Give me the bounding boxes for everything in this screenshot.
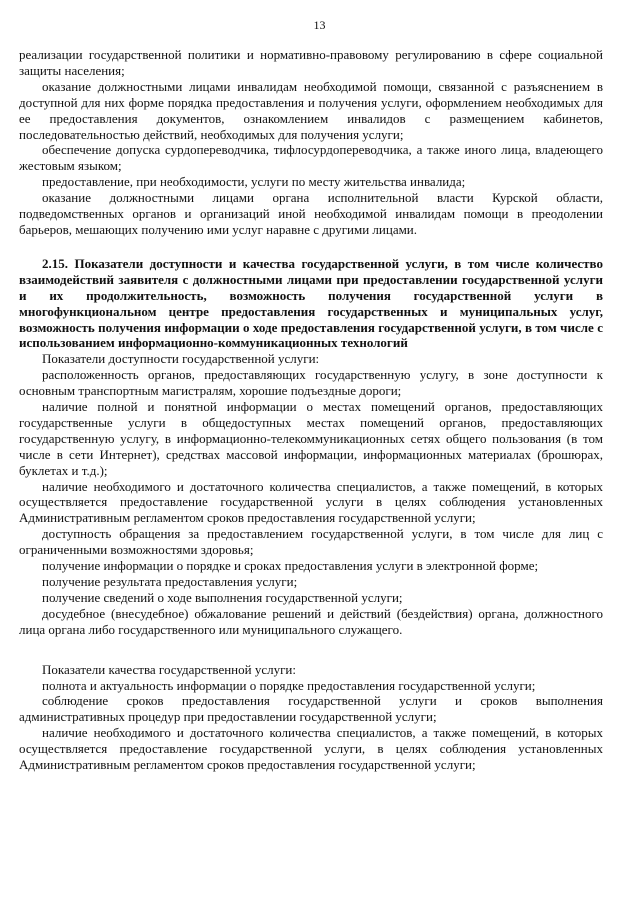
page-number: 13 — [313, 18, 326, 32]
document-body — [19, 47, 603, 773]
paragraph: досудебное (внесудебное) обжалование решений и действий (бездействия) органа, должностного лица органа либо государственного или муниципального служащего. — [19, 605, 603, 637]
paragraph: оказание должностными лицами органа исполнительной власти Курской области, подведомственных органов и организаций иной необходимой инвалидам помощи в преодолении барьеров, мешающих получению ими услуг наравне с другими лицами. — [19, 190, 603, 237]
paragraph: получение результата предоставления услуги; — [42, 574, 298, 589]
paragraph: обеспечение допуска сурдопереводчика, тифлосурдопереводчика, а также иного лица, владеющего жестовым языком; — [19, 142, 603, 174]
paragraph: получение сведений о ходе выполнения государственной услуги; — [42, 589, 403, 605]
paragraph: наличие полной и понятной информации о местах помещений органов, предоставляющих государственные услуги в общедоступных местах помещений органов, предоставляющих государственную услугу, в информационно-телекоммуникационных сетях общего пользования (в том числе в сети Интернет), средствах массовой информации, информационных материалах (брошюрах, буклетах и т.д.); — [19, 399, 603, 478]
paragraph: предоставление, при необходимости, услуги по месту жительства инвалида; — [42, 174, 466, 190]
paragraph: Показатели доступности государственной услуги: — [42, 351, 320, 367]
paragraph: реализации государственной политики и нормативно-правовому регулированию в сфере социальной защиты населения; — [19, 47, 603, 78]
paragraph: оказание должностными лицами инвалидам необходимой помощи, связанной с разъяснением в доступной для них форме порядка предоставления и получения услуги, оформлением необходимых для ее предоставления документов, ознакомлением инвалидов с размещением кабинетов, последовательностью действий, необходимых для получения услуги; — [19, 78, 603, 142]
paragraph: расположенность органов, предоставляющих государственную услугу, в зоне доступности к основным транспортным магистралям, хорошие подъездные дороги; — [19, 367, 603, 399]
paragraph: соблюдение сроков предоставления государственной услуги и сроков выполнения административных процедур при предоставлении государственной услуги; — [19, 693, 603, 725]
section-heading: 2.15. Показатели доступности и качества государственной услуги, в том числе количество взаимодействий заявителя с должностными лицами при предоставлении государственной услуги и их продолжительность, возможность получения государственной услуги в многофункциональном центре предоставления государственных и муниципальных услуг, возможность получения информации о ходе предоставления государственной услуги, в том числе с использованием информационно-коммуникационных технологий — [19, 255, 603, 351]
paragraph: получение информации о порядке и сроках предоставления услуги в электронной форме; — [42, 558, 539, 574]
paragraph: полнота и актуальность информации о порядке предоставления государственной услуги; — [42, 677, 536, 693]
paragraph: доступность обращения за предоставлением государственной услуги, в том числе для лиц с ограниченными возможностями здоровья; — [19, 526, 603, 558]
paragraph: наличие необходимого и достаточного количества специалистов, а также помещений, в которых осуществляется предоставление государственной услуги в целях соблюдения установленных Административным регламентом сроков предоставления государственной услуги; — [19, 478, 603, 526]
paragraph: наличие необходимого и достаточного количества специалистов, а также помещений, в которых осуществляется предоставление государственной услуги, в целях соблюдения установленных Административным регламентом сроков предоставления государственной услуги; — [19, 725, 603, 773]
paragraph: Показатели качества государственной услуги: — [42, 661, 296, 677]
